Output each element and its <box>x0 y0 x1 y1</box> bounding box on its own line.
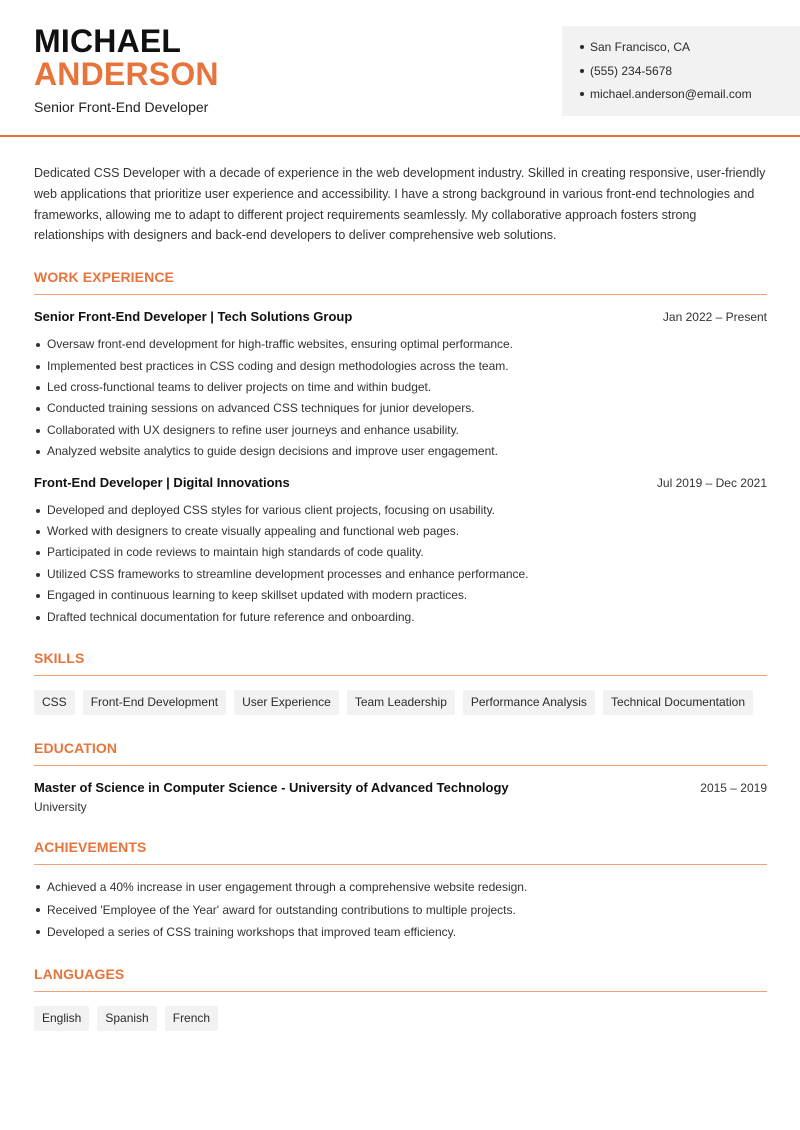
job-dates: Jan 2022 – Present <box>662 310 767 325</box>
bullet-item: Led cross-functional teams to deliver projects on time and within budget. <box>34 377 767 398</box>
section-title-education: EDUCATION <box>34 740 767 766</box>
job-header <box>34 475 767 490</box>
work-experience-section <box>34 269 767 628</box>
education-type: University <box>34 800 87 815</box>
language-tag: English <box>34 1006 89 1031</box>
contact-phone: (555) 234-5678 <box>580 62 800 86</box>
bullet-item: Received 'Employee of the Year' award for outstanding contributions to multiple projects. <box>34 899 767 922</box>
bullet-item: Analyzed website analytics to guide design decisions and improve user engagement. <box>34 441 767 462</box>
section-title-languages: LANGUAGES <box>34 966 767 992</box>
resume-body <box>34 163 767 1031</box>
summary-paragraph: Dedicated CSS Developer with a decade of experience in the web development industry. Skilled in creating responsive, user-friendly web applications that prioritize user experience and accessibility. I have a strong background in various front-end technologies and frameworks, allowing me to adapt to different project requirements seamlessly. My collaborative approach fosters strong relationships with designers and back-end developers to deliver comprehensive web solutions. <box>34 166 766 243</box>
bullet-item: Collaborated with UX designers to refine user journeys and enhance usability. <box>34 420 767 441</box>
job-bullets <box>34 500 767 628</box>
bullet-item: Participated in code reviews to maintain high standards of code quality. <box>34 542 767 563</box>
skill-tag: Performance Analysis <box>463 690 595 715</box>
language-tag: French <box>165 1006 218 1031</box>
section-title-skills: SKILLS <box>34 650 767 676</box>
language-tag: Spanish <box>97 1006 156 1031</box>
job-bullets <box>34 334 767 462</box>
bullet-item: Oversaw front-end development for high-traffic websites, ensuring optimal performance. <box>34 334 767 355</box>
job-entry <box>34 309 767 462</box>
contact-email: michael.anderson@email.com <box>580 85 800 109</box>
bullet-item: Achieved a 40% increase in user engagement through a comprehensive website redesign. <box>34 876 767 899</box>
bullet-item: Conducted training sessions on advanced CSS techniques for junior developers. <box>34 398 767 419</box>
education-dates: 2015 – 2019 <box>700 781 767 796</box>
last-name: ANDERSON <box>34 56 219 92</box>
section-title-achievements: ACHIEVEMENTS <box>34 839 767 865</box>
section-title-work: WORK EXPERIENCE <box>34 269 767 295</box>
bullet-item: Worked with designers to create visually appealing and functional web pages. <box>34 521 767 542</box>
skill-tag: Technical Documentation <box>603 690 753 715</box>
job-dates: Jul 2019 – Dec 2021 <box>656 475 767 490</box>
first-name: MICHAEL <box>34 23 182 59</box>
bullet-item: Drafted technical documentation for future reference and onboarding. <box>34 607 767 628</box>
skill-tag: User Experience <box>234 690 339 715</box>
achievements-section <box>34 839 767 944</box>
bullet-item: Developed and deployed CSS styles for various client projects, focusing on usability. <box>34 500 767 521</box>
bullet-item: Implemented best practices in CSS coding and design methodologies across the team. <box>34 356 767 377</box>
resume-header <box>0 0 800 137</box>
skill-tags <box>34 690 767 715</box>
skill-tag: CSS <box>34 690 75 715</box>
skill-tag: Team Leadership <box>347 690 455 715</box>
education-header <box>34 780 767 795</box>
education-section <box>34 740 767 814</box>
skills-section <box>34 650 767 715</box>
skill-tag: Front-End Development <box>83 690 226 715</box>
languages-section <box>34 966 767 1031</box>
bullet-item: Engaged in continuous learning to keep skillset updated with modern practices. <box>34 585 767 606</box>
job-role: Senior Front-End Developer | Tech Solutions Group <box>34 309 353 325</box>
job-entry <box>34 475 767 628</box>
bullet-item: Utilized CSS frameworks to streamline development processes and enhance performance. <box>34 564 767 585</box>
language-tags <box>34 1006 767 1031</box>
job-title: Senior Front-End Developer <box>34 99 209 115</box>
education-degree: Master of Science in Computer Science - University of Advanced Technology <box>34 780 509 796</box>
achievement-bullets <box>34 876 767 944</box>
contact-location: San Francisco, CA <box>580 38 800 62</box>
contact-box <box>562 26 800 116</box>
bullet-item: Developed a series of CSS training workshops that improved team efficiency. <box>34 921 767 944</box>
job-role: Front-End Developer | Digital Innovations <box>34 474 290 490</box>
job-header <box>34 309 767 324</box>
